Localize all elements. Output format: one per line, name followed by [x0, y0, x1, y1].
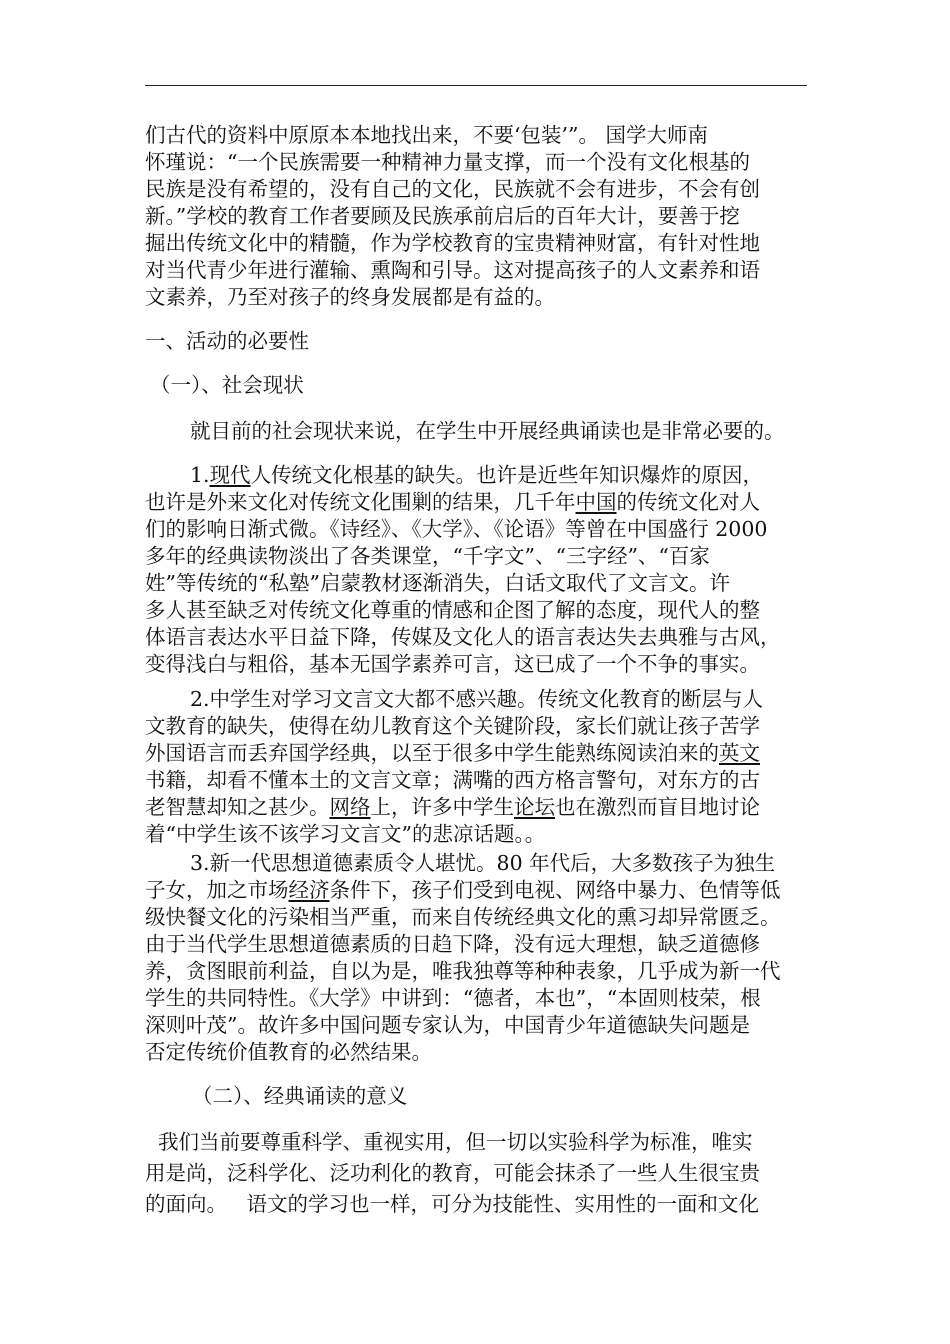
lead-sentence: 就目前的社会现状来说，在学生中开展经典诵读也是非常必要的。 — [190, 419, 785, 443]
link-forum[interactable]: 论坛 — [514, 795, 555, 819]
paragraph-line: 姓”等传统的“私塾”启蒙教材逐渐消失，白话文取代了文言文。许 — [145, 571, 730, 595]
paragraph-line — [145, 489, 760, 515]
intro-line: 文素养，乃至对孩子的终身发展都是有益的。 — [145, 285, 555, 309]
subsection-heading: （二）、经典诵读的意义 — [192, 1084, 408, 1108]
paragraph-line: 深则叶茂”。故许多中国问题专家认为，中国青少年道德缺失问题是 — [145, 1013, 750, 1037]
paragraph-line: 否定传统价值教育的必然结果。 — [145, 1040, 432, 1064]
text: 上，许多中学生 — [370, 795, 514, 819]
link-english[interactable]: 英文 — [719, 741, 760, 765]
paragraph-line: 我们当前要尊重科学、重视实用，但一切以实验科学为标准，唯实 — [145, 1130, 753, 1154]
intro-line: 们古代的资料中原原本本地找出来，不要‘包装’”。 国学大师南 — [145, 123, 709, 147]
paragraph-line — [190, 462, 763, 488]
text: 也在激烈而盲目地讨论 — [555, 795, 760, 819]
paragraph-line: 3.新一代思想道德素质令人堪忧。80 年代后，大多数孩子为独生 — [190, 851, 776, 875]
text: 1. — [190, 463, 210, 487]
paragraph-line: 养，贪图眼前利益，自以为是，唯我独尊等种种表象，几乎成为新一代 — [145, 959, 781, 983]
intro-line: 新。”学校的教育工作者要顾及民族承前启后的百年大计，要善于挖 — [145, 204, 740, 228]
text: 的传统文化对人 — [616, 490, 760, 514]
paragraph-line — [145, 877, 781, 903]
link-modern[interactable]: 现代 — [209, 463, 251, 487]
text: 老智慧却知之甚少。 — [145, 795, 330, 819]
header-rule — [145, 85, 807, 86]
paragraph-line — [145, 794, 760, 820]
paragraph-line: 的面向。 语文的学习也一样，可分为技能性、实用性的一面和文化 — [145, 1192, 760, 1216]
section-heading: 一、活动的必要性 — [145, 329, 309, 353]
intro-line: 对当代青少年进行灌输、熏陶和引导。这对提高孩子的人文素养和语 — [145, 258, 760, 282]
intro-line: 民族是没有希望的，没有自己的文化，民族就不会有进步，不会有创 — [145, 177, 760, 201]
text: 外国语言而丢弃国学经典，以至于很多中学生能熟练阅读泊来的 — [145, 741, 719, 765]
text: 子女，加之市场 — [145, 878, 289, 902]
paragraph-line: 级快餐文化的污染相当严重，而来自传统经典文化的熏习却异常匮乏。 — [145, 905, 781, 929]
text: 也许是外来文化对传统文化围剿的结果，几千年 — [145, 490, 576, 514]
paragraph-line: 2.中学生对学习文言文大都不感兴趣。传统文化教育的断层与人 — [190, 687, 764, 711]
text: 人传统文化根基的缺失。也许是近些年知识爆炸的原因， — [250, 463, 764, 487]
paragraph-line: 着“中学生该不该学习文言文”的悲凉话题。。 — [145, 822, 546, 846]
text: 条件下，孩子们受到电视、网络中暴力、色情等低 — [329, 878, 781, 902]
paragraph-line — [145, 740, 760, 766]
paragraph-line: 体语言表达水平日益下降，传媒及文化人的语言表达失去典雅与古风， — [145, 625, 781, 649]
link-network[interactable]: 网络 — [329, 795, 371, 819]
paragraph-line: 们的影响日渐式微。《诗经》、《大学》、《论语》等曾在中国盛行 2000 — [145, 517, 768, 541]
paragraph-line: 多人甚至缺乏对传统文化尊重的情感和企图了解的态度，现代人的整 — [145, 598, 760, 622]
intro-line: 掘出传统文化中的精髓，作为学校教育的宝贵精神财富，有针对性地 — [145, 231, 760, 255]
paragraph-line: 变得浅白与粗俗，基本无国学素养可言，这已成了一个不争的事实。 — [145, 652, 760, 676]
link-china[interactable]: 中国 — [575, 490, 617, 514]
paragraph-line: 用是尚，泛科学化、泛功利化的教育，可能会抹杀了一些人生很宝贵 — [145, 1161, 760, 1185]
paragraph-line: 由于当代学生思想道德素质的日趋下降，没有远大理想，缺乏道德修 — [145, 932, 760, 956]
paragraph-line: 文教育的缺失，使得在幼儿教育这个关键阶段，家长们就让孩子苦学 — [145, 714, 760, 738]
subsection-heading: （一）、社会现状 — [150, 373, 304, 397]
paragraph-line: 学生的共同特性。《大学》中讲到：“德者，本也”，“本固则枝荣，根 — [145, 986, 761, 1010]
paragraph-line: 多年的经典读物淡出了各类课堂，“千字文”、“三字经”、“百家 — [145, 544, 710, 568]
intro-line: 怀瑾说：“一个民族需要一种精神力量支撑，而一个没有文化根基的 — [145, 150, 750, 174]
paragraph-line: 书籍，却看不懂本土的文言文章；满嘴的西方格言警句，对东方的古 — [145, 768, 760, 792]
link-economy[interactable]: 经济 — [288, 878, 330, 902]
